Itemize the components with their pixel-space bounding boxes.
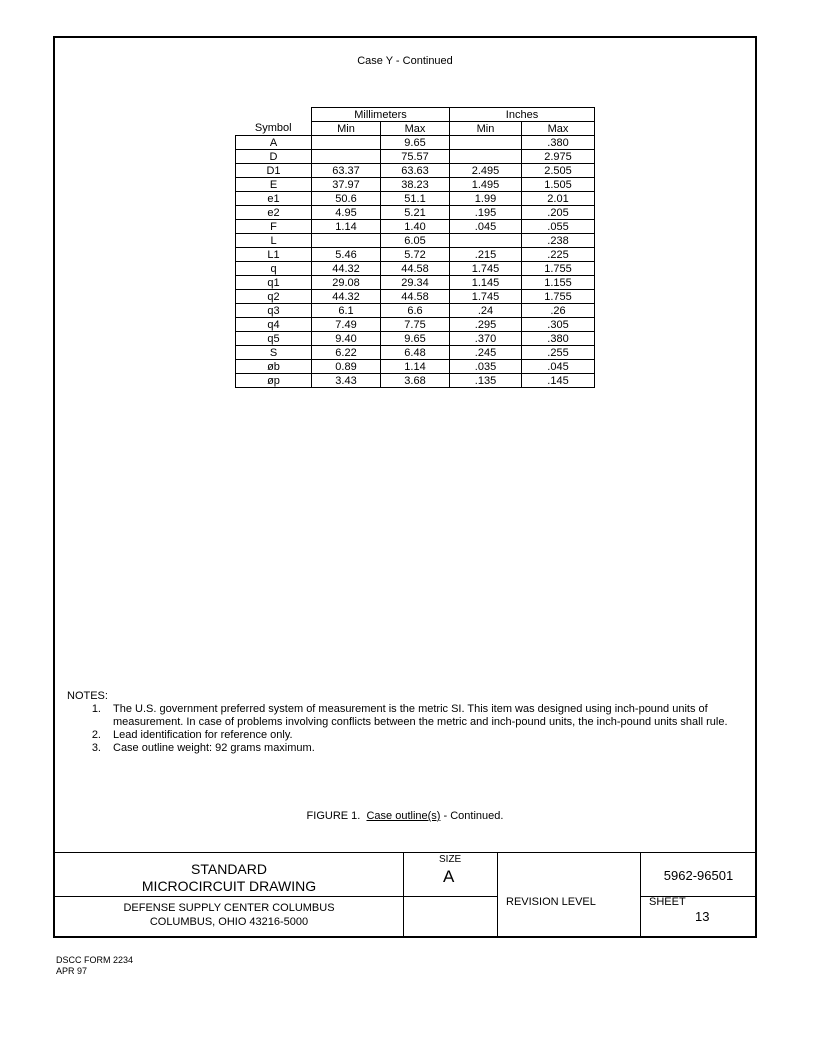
cell-symbol: L bbox=[236, 234, 312, 248]
cell-mm-max: 44.58 bbox=[381, 262, 450, 276]
table-corner bbox=[236, 108, 312, 122]
cell-mm-min: 44.32 bbox=[312, 262, 381, 276]
cell-symbol: D1 bbox=[236, 164, 312, 178]
table-row bbox=[236, 374, 595, 388]
cell-mm-max: 6.48 bbox=[381, 346, 450, 360]
table-row bbox=[236, 248, 595, 262]
notes-heading: NOTES: bbox=[67, 690, 108, 702]
cell-symbol: e1 bbox=[236, 192, 312, 206]
note-text: The U.S. government preferred system of measurement is the metric SI. This item was designed using inch-pound units of measurement. In case of problems involving conflicts between the metric and inch-pound units, the inch-pound units shall rule. bbox=[113, 703, 728, 728]
cell-in-max: .205 bbox=[522, 206, 595, 220]
table-row bbox=[236, 304, 595, 318]
cell-symbol: e2 bbox=[236, 206, 312, 220]
cell-symbol: A bbox=[236, 136, 312, 150]
table-row bbox=[236, 234, 595, 248]
cell-symbol: q bbox=[236, 262, 312, 276]
cell-in-max: .225 bbox=[522, 248, 595, 262]
note-item bbox=[67, 703, 747, 729]
table-row bbox=[236, 206, 595, 220]
cell-mm-min: 50.6 bbox=[312, 192, 381, 206]
sheet-number: 13 bbox=[695, 909, 710, 924]
cell-in-min: .24 bbox=[450, 304, 522, 318]
cell-in-max: .045 bbox=[522, 360, 595, 374]
table-row bbox=[236, 220, 595, 234]
cell-in-min: 1.745 bbox=[450, 290, 522, 304]
cell-in-max: .380 bbox=[522, 332, 595, 346]
table-row bbox=[236, 332, 595, 346]
drawing-number: 5962-96501 bbox=[663, 868, 734, 883]
cell-in-max: 1.755 bbox=[522, 262, 595, 276]
standard-label: STANDARD bbox=[191, 861, 267, 877]
figure-number: FIGURE 1. bbox=[306, 810, 361, 822]
cell-in-max: .380 bbox=[522, 136, 595, 150]
revision-level-label: REVISION LEVEL bbox=[506, 896, 596, 908]
cell-mm-max: 3.68 bbox=[381, 374, 450, 388]
cell-mm-max: 44.58 bbox=[381, 290, 450, 304]
column-header-in-min: Min bbox=[450, 122, 522, 136]
column-header-in-max: Max bbox=[522, 122, 595, 136]
cell-in-max: .305 bbox=[522, 318, 595, 332]
cell-in-min: .295 bbox=[450, 318, 522, 332]
cell-in-min: .370 bbox=[450, 332, 522, 346]
cell-mm-max: 5.21 bbox=[381, 206, 450, 220]
cell-symbol: D bbox=[236, 150, 312, 164]
cell-in-max: .255 bbox=[522, 346, 595, 360]
cell-symbol: øb bbox=[236, 360, 312, 374]
drawing-frame bbox=[53, 36, 757, 938]
agency-name: DEFENSE SUPPLY CENTER COLUMBUS bbox=[123, 902, 335, 914]
title-block-divider bbox=[640, 852, 641, 938]
cell-mm-min bbox=[312, 150, 381, 164]
cell-mm-min: 5.46 bbox=[312, 248, 381, 262]
cell-mm-max: 7.75 bbox=[381, 318, 450, 332]
cell-mm-max: 1.14 bbox=[381, 360, 450, 374]
cell-in-min: .245 bbox=[450, 346, 522, 360]
note-number: 3. bbox=[91, 742, 101, 754]
cell-in-min: 1.145 bbox=[450, 276, 522, 290]
cell-in-min: .215 bbox=[450, 248, 522, 262]
cell-in-min: 1.495 bbox=[450, 178, 522, 192]
cell-in-max: 1.505 bbox=[522, 178, 595, 192]
cell-in-min: 1.745 bbox=[450, 262, 522, 276]
cell-mm-max: 51.1 bbox=[381, 192, 450, 206]
dimensions-table bbox=[235, 107, 595, 388]
size-label: SIZE bbox=[439, 854, 462, 865]
cell-symbol: E bbox=[236, 178, 312, 192]
table-row bbox=[236, 276, 595, 290]
table-row bbox=[236, 262, 595, 276]
note-text: Case outline weight: 92 grams maximum. bbox=[113, 742, 315, 754]
cell-in-max: .26 bbox=[522, 304, 595, 318]
cell-mm-max: 38.23 bbox=[381, 178, 450, 192]
note-number: 2. bbox=[91, 729, 101, 741]
size-value: A bbox=[443, 867, 455, 886]
cell-mm-max: 6.6 bbox=[381, 304, 450, 318]
cell-in-min bbox=[450, 150, 522, 164]
cell-mm-min: 6.22 bbox=[312, 346, 381, 360]
table-row bbox=[236, 290, 595, 304]
cell-in-max: 1.155 bbox=[522, 276, 595, 290]
notes-section bbox=[67, 690, 747, 755]
group-header-inches: Inches bbox=[450, 108, 595, 122]
cell-mm-min: 63.37 bbox=[312, 164, 381, 178]
cell-in-min: 2.495 bbox=[450, 164, 522, 178]
cell-mm-max: 75.57 bbox=[381, 150, 450, 164]
cell-symbol: q3 bbox=[236, 304, 312, 318]
figure-title: Case outline(s) bbox=[366, 810, 441, 822]
cell-mm-max: 9.65 bbox=[381, 332, 450, 346]
cell-mm-max: 1.40 bbox=[381, 220, 450, 234]
table-row bbox=[236, 150, 595, 164]
cell-in-min: .045 bbox=[450, 220, 522, 234]
table-row bbox=[236, 178, 595, 192]
cell-mm-max: 6.05 bbox=[381, 234, 450, 248]
cell-symbol: q2 bbox=[236, 290, 312, 304]
table-row bbox=[236, 318, 595, 332]
cell-in-min: 1.99 bbox=[450, 192, 522, 206]
group-header-row bbox=[236, 108, 595, 122]
table-row bbox=[236, 164, 595, 178]
cell-in-min: .035 bbox=[450, 360, 522, 374]
note-text: Lead identification for reference only. bbox=[113, 729, 293, 741]
agency-address: COLUMBUS, OHIO 43216-5000 bbox=[149, 916, 309, 928]
column-header-mm-min: Min bbox=[312, 122, 381, 136]
case-title: Case Y - Continued bbox=[357, 55, 453, 67]
table-row bbox=[236, 360, 595, 374]
column-header-mm-max: Max bbox=[381, 122, 450, 136]
note-item bbox=[67, 742, 747, 755]
cell-mm-max: 29.34 bbox=[381, 276, 450, 290]
cell-symbol: S bbox=[236, 346, 312, 360]
cell-symbol: q4 bbox=[236, 318, 312, 332]
cell-in-min bbox=[450, 234, 522, 248]
cell-mm-min: 4.95 bbox=[312, 206, 381, 220]
table-row bbox=[236, 192, 595, 206]
cell-mm-min: 37.97 bbox=[312, 178, 381, 192]
cell-mm-min: 1.14 bbox=[312, 220, 381, 234]
title-block-top-rule bbox=[55, 852, 755, 853]
form-date: APR 97 bbox=[56, 966, 88, 976]
cell-in-min: .195 bbox=[450, 206, 522, 220]
cell-in-max: .238 bbox=[522, 234, 595, 248]
title-block-mid-rule bbox=[55, 896, 497, 897]
cell-mm-min: 29.08 bbox=[312, 276, 381, 290]
cell-mm-min: 3.43 bbox=[312, 374, 381, 388]
cell-mm-min: 7.49 bbox=[312, 318, 381, 332]
group-header-millimeters: Millimeters bbox=[312, 108, 450, 122]
cell-symbol: q5 bbox=[236, 332, 312, 346]
cell-in-max: 2.975 bbox=[522, 150, 595, 164]
microcircuit-drawing-label: MICROCIRCUIT DRAWING bbox=[141, 878, 317, 894]
cell-symbol: q1 bbox=[236, 276, 312, 290]
cell-mm-max: 9.65 bbox=[381, 136, 450, 150]
cell-mm-max: 63.63 bbox=[381, 164, 450, 178]
figure-suffix: - Continued. bbox=[440, 810, 504, 822]
cell-in-max: 1.755 bbox=[522, 290, 595, 304]
cell-mm-min: 0.89 bbox=[312, 360, 381, 374]
cell-in-max: .145 bbox=[522, 374, 595, 388]
table-row bbox=[236, 136, 595, 150]
form-number: DSCC FORM 2234 bbox=[56, 955, 134, 965]
table-row bbox=[236, 346, 595, 360]
column-header-symbol: Symbol bbox=[236, 122, 312, 136]
cell-in-max: 2.505 bbox=[522, 164, 595, 178]
cell-symbol: L1 bbox=[236, 248, 312, 262]
cell-symbol: øp bbox=[236, 374, 312, 388]
cell-mm-min: 9.40 bbox=[312, 332, 381, 346]
note-item bbox=[67, 729, 747, 742]
cell-mm-max: 5.72 bbox=[381, 248, 450, 262]
cell-mm-min bbox=[312, 136, 381, 150]
title-block-divider bbox=[403, 852, 404, 938]
cell-in-max: .055 bbox=[522, 220, 595, 234]
sheet-label: SHEET bbox=[649, 896, 686, 908]
cell-mm-min: 6.1 bbox=[312, 304, 381, 318]
cell-in-max: 2.01 bbox=[522, 192, 595, 206]
column-header-row bbox=[236, 122, 595, 136]
cell-mm-min bbox=[312, 234, 381, 248]
figure-caption bbox=[55, 810, 755, 822]
cell-in-min: .135 bbox=[450, 374, 522, 388]
cell-mm-min: 44.32 bbox=[312, 290, 381, 304]
note-number: 1. bbox=[91, 703, 101, 715]
dimensions-table-body bbox=[236, 136, 595, 388]
cell-symbol: F bbox=[236, 220, 312, 234]
title-block-divider bbox=[497, 852, 498, 938]
cell-in-min bbox=[450, 136, 522, 150]
